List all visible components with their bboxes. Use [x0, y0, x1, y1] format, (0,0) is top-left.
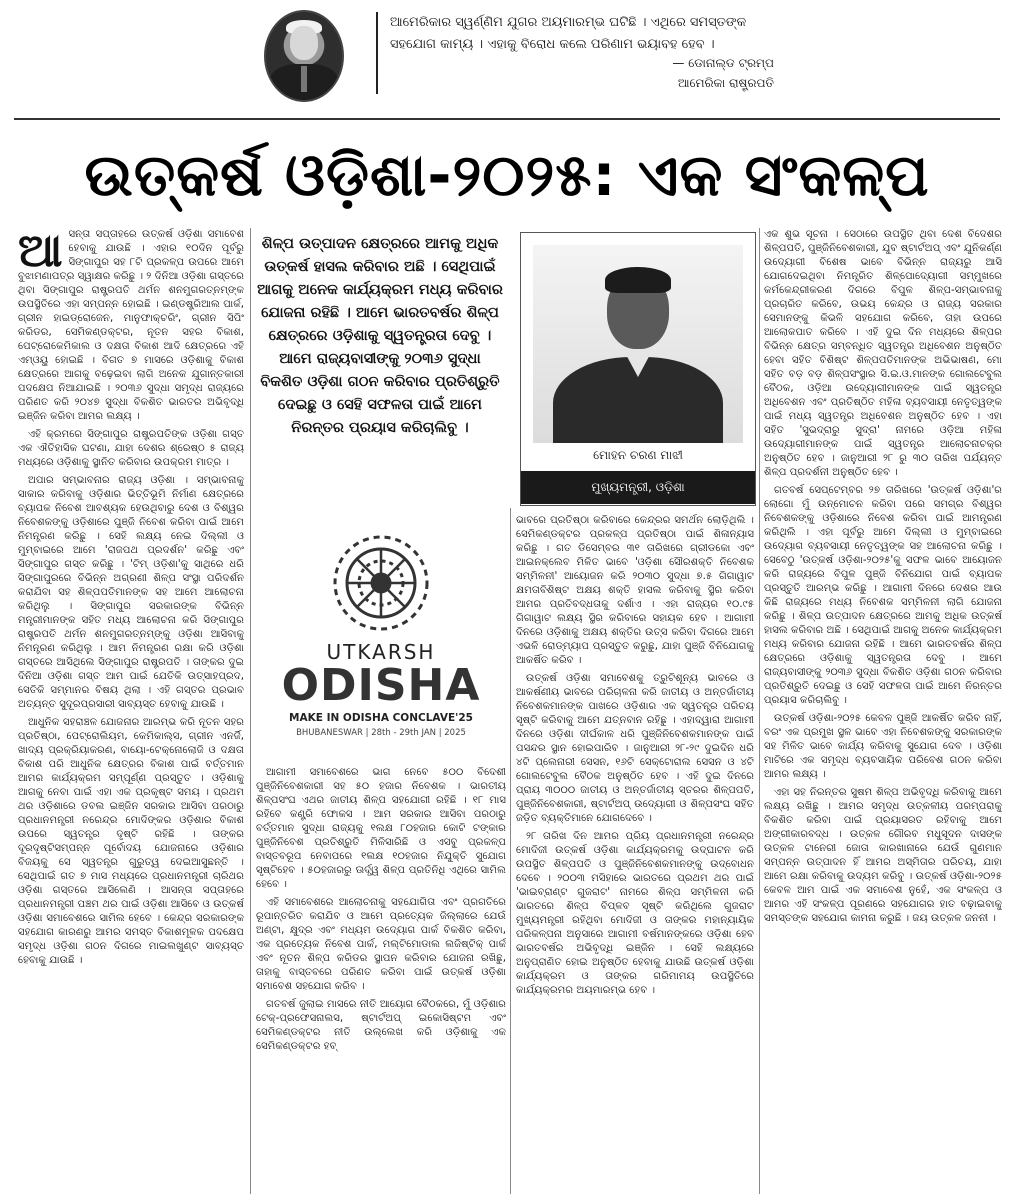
quote-text: ଆମେରିକାର ସ୍ୱର୍ଣ୍ଣିମ ଯୁଗର ଅୟମାରମ୍ଭ ଘଟିଛି । ଏଥିରେ ସମସ୍ତଙ୍କ ସହଯୋଗ କାମ୍ୟ । ଏହାକୁ ବିରୋଧ କଲେ ପରିଣାମ ଭୟାବହ ହେବ । — [390, 15, 747, 52]
chief-minister-photo — [520, 232, 756, 506]
article-headline: ଉତ୍କର୍ଷ ଓଡ଼ିଶା-୨୦୨୫: ଏକ ସଂକଳ୍ପ — [84, 141, 930, 209]
logo-conclave-text: MAKE IN ODISHA CONCLAVE'25 — [289, 712, 473, 724]
quote-box — [258, 4, 788, 104]
pull-quote: ଶିଳ୍ପ ଉତ୍ପାଦନ କ୍ଷେତ୍ରରେ ଆମକୁ ଅଧିକ ଉତ୍କର୍ଷ ହାସଲ କରିବାର ଅଛି । ସେଥିପାଇଁ ଆଗକୁ ଅନେକ କାର୍ଯ୍ୟକ୍ରମ ମଧ୍ୟ କରିବାର ଯୋଜନା ରହିଛି । ଆମେ ଭାରତବର୍ଷର ଶିଳ୍ପ କ୍ଷେତ୍ରରେ ଓଡ଼ିଶାକୁ ସ୍ୱତନ୍ତ୍ରତା ଦେବୁ । ଆମେ ରାଜ୍ୟବାସୀଙ୍କୁ ୨୦୩୬ ସୁଦ୍ଧା ବିକଶିତ ଓଡ଼ିଶା ଗଠନ କରିବାର ପ୍ରତିଶ୍ରୁତି ଦେଇଛୁ ଓ ସେହି ସଫଳତା ପାଇଁ ଆମେ ନିରନ୍ତର ପ୍ରୟାସ କରିଚାଲିବୁ । — [257, 235, 503, 436]
photo-caption-name: ମୋହନ ଚରଣ ମାଝୀ — [533, 443, 743, 467]
quote-divider — [376, 12, 378, 94]
paragraph: ଆଧୁନିକ ସହରାଞ୍ଚଳ ଯୋଜନାର ଆରମ୍ଭ କରି ନୂତନ ସହର ପ୍ରତିଷ୍ଠା, ପେଟ୍ରୋଲିୟମ, କେମିକାଲ୍ସ, ଗ୍ରୀନ ଏନର୍ଜି, ଖାଦ୍ୟ ପ୍ରକ୍ରିୟାକରଣ, ବାୟୋ-ଟେକ୍ନୋଲୋଜି ଓ ଦକ୍ଷତା ବିକାଶ ପରି ଆଧୁନିକ କ୍ଷେତ୍ରର ବିକାଶ ପାଇଁ ବର୍ତ୍ତମାନ ଆମର କାର୍ଯ୍ୟକ୍ରମ ସମ୍ପୂର୍ଣ୍ଣ ପ୍ରସ୍ତୁତ । ଓଡ଼ିଶାକୁ ଆଗକୁ ନେବା ପାଇଁ ଏହା ଏକ ପ୍ରକୃଷ୍ଟ ସମୟ । ପ୍ରଥମ ଥର ଓଡ଼ିଶାରେ ଡବଲ ଇଞ୍ଜିନ ସରକାର ଆସିବା ପରଠାରୁ ପ୍ରଧାନମନ୍ତ୍ରୀ ନରେନ୍ଦ୍ର ମୋଦିଙ୍କର ଓଡ଼ିଶାର ବିକାଶ ଉପରେ ସ୍ୱତନ୍ତ୍ର ଦୃଷ୍ଟି ରହିଛି । ତାଙ୍କର ଦୂରଦୃଷ୍ଟିସମ୍ପନ୍ନ ପୂର୍ବୋଦୟ ଯୋଜନାରେ ଓଡ଼ିଶାର ବିଜୟକୁ ସେ ସ୍ୱତନ୍ତ୍ର ଗୁରୁତ୍ୱ ଦେଇଆସୁଛନ୍ତି । ସେଥିପାଇଁ ଗତ ୭ ମାସ ମଧ୍ୟରେ ପ୍ରଧାନମନ୍ତ୍ରୀ ଚାରିଥର ଓଡ଼ିଶା ଗସ୍ତରେ ଆସିଲେଣି । ଆସନ୍ତା ସପ୍ତାହରେ ପ୍ରଧାନମନ୍ତ୍ରୀ ପଞ୍ଚମ ଥର ପାଇଁ ଓଡ଼ିଶା ଆସିବେ ଓ ଉତ୍କର୍ଷ ଓଡ଼ିଶା ସମାବେଶରେ ସାମିଲ ହେବେ । କେନ୍ଦ୍ର ସରକାରଙ୍କ ସହଯୋଗ କାରଣରୁ ଆମର ସମସ୍ତ ବିକାଶମୂଳକ ପଦକ୍ଷେପ ସମୃଦ୍ଧ ଓଡ଼ିଶା ଗଠନ ଦିଗରେ ମାଇଲଖୁଣ୍ଟ ସାବ୍ୟସ୍ତ ହେବାକୁ ଯାଉଛି । — [18, 717, 244, 966]
article-column-3 — [516, 514, 754, 1194]
logo-utkarsh-text: UTKARSH — [326, 640, 436, 664]
column-divider — [510, 508, 511, 1194]
paragraph: ଆସନ୍ତା ସପ୍ତାହରେ ଉତ୍କର୍ଷ ଓଡ଼ିଶା ସମାବେଶ ହେବାକୁ ଯାଉଛି । ଏହାର ୧୦ଦିନ ପୂର୍ବରୁ ସିଙ୍ଗାପୁର ସହ ୮ଟି ପ୍ରକଳ୍ପ ଉପରେ ଆମେ ବୁଝାମଣାପତ୍ର ସ୍ୱାକ୍ଷର କରିଛୁ । ୨ ଦିନିଆ ଓଡ଼ିଶା ଗସ୍ତରେ ଥିବା ସିଙ୍ଗାପୁର ରାଷ୍ଟ୍ରପତି ଥର୍ମନ ଶନମୁଗରତ୍ନମ୍‌ଙ୍କ ଉପସ୍ଥିତିରେ ଏହା ସମ୍ପନ୍ନ ହୋଇଛି । ଇଣ୍ଡଷ୍ଟ୍ରିଆଲ ପାର୍କ, ଗ୍ରୀନ ହାଇଡ୍ରୋଜେନ, ମାନୁଫାକ୍ଚରିଂ, ଗ୍ରୀନ ସିପିଂ କରିଡର, ସେମିକଣ୍ଡକ୍ଟର, ନୂତନ ସହର ବିକାଶ, ପେଟ୍ରୋକେମିକାଲ ଓ ଦକ୍ଷତା ବିକାଶ ଆଦି କ୍ଷେତ୍ରରେ ଏହି ଏମ୍‌ଓୟୁ ହୋଇଛି । ବିଗତ ୭ ମାସରେ ଓଡ଼ିଶାକୁ ବିକାଶ କ୍ଷେତ୍ରରେ ଆଗକୁ ବଢ଼େଇବା ଲାଗି ଅନେକ ଯୁଗାନ୍ତକାରୀ ପଦକ୍ଷେପ ନିଆଯାଇଛି । ୨୦୩୬ ସୁଦ୍ଧା ସମୃଦ୍ଧ ରାଜ୍ୟରେ ପରିଣତ କରି ୨୦୪୭ ସୁଦ୍ଧା ବିକଶିତ ଭାରତର ଅଭିବୃଦ୍ଧି ଇଞ୍ଜିନ କରିବା ଆମର ଲକ୍ଷ୍ୟ । — [18, 228, 244, 422]
quote-author-role: ଆମେରିକା ରାଷ୍ଟ୍ରପତି — [677, 76, 774, 90]
portrait-image — [533, 245, 743, 443]
logo-odisha-text: ODISHA — [281, 660, 481, 711]
column-divider — [759, 228, 760, 1194]
header-divider — [14, 118, 1000, 120]
paragraph: ଅପାର ସମ୍ଭାବନାର ରାଜ୍ୟ ଓଡ଼ିଶା । ସମ୍ଭାବନାକୁ ସାକାର କରିବାକୁ ଓଡ଼ିଶାର ଭିତ୍ତିଭୂମି ନିର୍ମାଣ କ୍ଷେତ୍ରରେ ବ୍ୟାପକ ନିବେଶ ଆବଶ୍ୟକ ହେଉଥିବାରୁ ଦେଶ ଓ ବିଶ୍ୱର ନିବେଶକଙ୍କୁ ଓଡ଼ିଶାରେ ପୁଞ୍ଜି ନିବେଶ କରିବା ପାଇଁ ଆମେ ନିମନ୍ତ୍ରଣ କରିଛୁ । ସେହି ଲକ୍ଷ୍ୟ ନେଇ ଦିଲ୍ଲୀ ଓ ମୁମ୍ବାଇରେ ଆମେ 'ରାଜପଥ ପ୍ରଦର୍ଶନ' କରିଛୁ ଏବଂ ସିଙ୍ଗାପୁର ଗସ୍ତ କରିଛୁ । 'ଟିମ୍ ଓଡ଼ିଶା'କୁ ସାଥିରେ ଧରି ସିଙ୍ଗାପୁରରେ ବିଭିନ୍ନ ଅଗ୍ରଣୀ ଶିଳ୍ପ ସଂସ୍ଥା ପରିଦର୍ଶନ କରାଯିବା ସହ ଶିଳ୍ପପତିମାନଙ୍କ ସହ ଆମେ ଆଲୋଚନା କରିଥିଲୁ । ସିଙ୍ଗାପୁର ସରକାରଙ୍କ ବିଭିନ୍ନ ମନ୍ତ୍ରୀମାନଙ୍କ ସହିତ ମଧ୍ୟ ଆଲୋଚନା କରି ସିଙ୍ଗାପୁର ରାଷ୍ଟ୍ରପତି ଥର୍ମନ ଶନମୁଗରତ୍ନମ୍‌ଙ୍କୁ ଓଡ଼ିଶା ଆସିବାକୁ ନିମନ୍ତ୍ରଣ କରିଥିଲୁ । ଆମ ନିମନ୍ତ୍ରଣ ରକ୍ଷା କରି ଓଡ଼ିଶା ଗସ୍ତରେ ଆସିଥିଲେ ସିଙ୍ଗାପୁର ରାଷ୍ଟ୍ରପତି । ତାଙ୍କର ଦୁଇ ଦିନିଆ ଓଡ଼ିଶା ଗସ୍ତ ଆମ ପାଇଁ ଯେତିକି ଉତ୍ସାହପ୍ରଦ, ସେତିକି ସମ୍ମାନର ବିଷୟ ଥିଲା । ଏହି ଗସ୍ତର ପ୍ରଭାବ ଅତ୍ୟନ୍ତ ସୁଦୂରପ୍ରସାରୀ ସାବ୍ୟସ୍ତ ହେବାକୁ ଯାଉଛି । — [18, 475, 244, 710]
article-column-4 — [764, 228, 1002, 1194]
quote-portrait — [264, 10, 344, 102]
paragraph: ଗତବର୍ଷ ସେପ୍ଟେମ୍ବର ୨୭ ତାରିଖରେ 'ଉତ୍କର୍ଷ ଓଡ଼ିଶା'ର ଲୋଗୋ ମୁଁ ଉନ୍ମୋଚନ କରିବା ପରେ ସମଗ୍ର ବିଶ୍ୱର ନିବେଶକଙ୍କୁ ଓଡ଼ିଶାରେ ନିବେଶ କରିବା ପାଇଁ ଆମନ୍ତ୍ରଣ କରିଥିଲି । ଏହା ପୂର୍ବରୁ ଆମେ ଦିଲ୍ଲୀ ଓ ମୁମ୍ବାଇରେ ଉଦ୍ୟୋଗ ବ୍ୟବସାୟୀ ନେତୃତ୍ୱଙ୍କ ସହ ଆଲୋଚନା କରିଛୁ । ସେବେଠୁ 'ଉତ୍କର୍ଷ ଓଡ଼ିଶା-୨୦୨୫'କୁ ସଫଳ ଭାବେ ଆୟୋଜନ କରି ରାଜ୍ୟରେ ବିପୁଳ ପୁଞ୍ଜି ବିନିଯୋଗ ପାଇଁ ବ୍ୟାପକ ପ୍ରସ୍ତୁତି ଆରମ୍ଭ କରିଛୁ । ଆଗାମୀ ଦିନରେ ଦେଶର ଆଉ କିଛି ରାଜ୍ୟରେ ମଧ୍ୟ ନିବେଶକ ସମ୍ମିଳନୀ ଲାଗି ଯୋଜନା କରିଛୁ । ଶିଳ୍ପ ଉତ୍ପାଦନ କ୍ଷେତ୍ରରେ ଆମକୁ ଅଧିକ ଉତ୍କର୍ଷ ହାସଲ କରିବାର ଅଛି । ସେଥିପାଇଁ ଆଗକୁ ଅନେକ କାର୍ଯ୍ୟକ୍ରମ ମଧ୍ୟ କରିବାର ଯୋଜନା ରହିଛି । ଆମେ ଭାରତବର୍ଷର ଶିଳ୍ପ କ୍ଷେତ୍ରରେ ଓଡ଼ିଶାକୁ ସ୍ୱତନ୍ତ୍ରତା ଦେବୁ । ଆମେ ରାଜ୍ୟବାସୀଙ୍କୁ ୨୦୩୬ ସୁଦ୍ଧା ବିକଶିତ ଓଡ଼ିଶା ଗଠନ କରିବାର ପ୍ରତିଶ୍ରୁତି ଦେଇଛୁ ଓ ସେହି ସଫଳତା ପାଇଁ ଆମେ ନିରନ୍ତର ପ୍ରୟାସ କରିଚାଲିବୁ । — [764, 485, 1002, 706]
paragraph: ଭାବରେ ପ୍ରତିଷ୍ଠା କରିବାରେ କେନ୍ଦ୍ରର ସମର୍ଥନ ଲୋଡ଼ିଥିଲି । ସେମିକଣ୍ଡକ୍ଟର ପ୍ରକଳ୍ପ ପ୍ରତିଷ୍ଠା ପାଇଁ ଶିଳାନ୍ୟାସ କରିଛୁ । ଗତ ଡିସେମ୍ବର ୩୧ ତାରିଖରେ ଗ୍ରୀଡକୋ ଏବଂ ଆଇନକ୍ଲେବ ମିଳିତ ଭାବେ 'ଓଡ଼ିଶା ସୌରଶକ୍ତି ନିବେଶକ ସମ୍ମିଳନୀ' ଆୟୋଜନ କରି ୨୦୩୦ ସୁଦ୍ଧା ୭.୫ ଗିଗାୱାଟ କ୍ଷମତାବିଶିଷ୍ଟ ଅକ୍ଷୟ ଶକ୍ତି ହାସଲ କରିବାକୁ ସ୍ଥିର କରିବା ଆମର ପ୍ରତିବଦ୍ଧତାକୁ ଦର୍ଶାଏ । ଏହା ରାଜ୍ୟର ୧୦.୯୫ ଗିଗାୱାଟ ଲକ୍ଷ୍ୟ ସ୍ଥିର କରିବାରେ ସହାୟକ ହେବ । ଆଗାମୀ ଦିନରେ ଓଡ଼ିଶାକୁ ଅକ୍ଷୟ ଶକ୍ତିର ଉତ୍ସ କରିବା ଦିଗରେ ଆମେ ଏଭଳି ରୋଡ୍‌ମ୍ୟାପ ପ୍ରସ୍ତୁତ କରୁଛୁ, ଯାହା ପୁଞ୍ଜି ବିନିଯୋଗକୁ ଆକର୍ଷିତ କରିବ । — [516, 515, 754, 666]
article-column-1 — [18, 228, 244, 1194]
paragraph: ଏକ ଶୁଭ ସୂଚନା । ସେଠାରେ ଉପସ୍ଥିତ ଥିବା ଦେଶ ବିଦେଶର ଶିଳ୍ପପତି, ପୁଞ୍ଜିନିବେଶକାରୀ, ଯୁବ ଷ୍ଟାର୍ଟଅପ୍ ଏବଂ ଯୁନିକର୍ଣ୍ଣ ଉଦ୍ୟୋଗୀ ବିଶେଷ ଭାବେ ବିଭିନ୍ନ ରାଜ୍ୟରୁ ଆସି ଯୋଗଦେଇଥିବା ନିମନ୍ତ୍ରିତ ଶିଳ୍ପୋଦ୍ୟୋଗୀ ସମ୍ମୁଖରେ କର୍ମକେନ୍ଦ୍ରୀକରଣ ଦିଗରେ ବିପୁଳ ଶିଳ୍ପ-ସମ୍ଭାବନାକୁ ପ୍ରଚାରିତ କରିବେ, ଉଭୟ କେନ୍ଦ୍ର ଓ ରାଜ୍ୟ ସରକାର ସେମାନଙ୍କୁ କିଭଳି ସହଯୋଗ କରିବେ, ତାହା ଉପରେ ଆଲୋକପାତ କରିବେ । ଏହି ଦୁଇ ଦିନ ମଧ୍ୟରେ ଶିଳ୍ପର ବିଭିନ୍ନ କ୍ଷେତ୍ର ସମ୍ବନ୍ଧିତ ସ୍ୱତନ୍ତ୍ର ଅଧିବେଶନ ଅନୁଷ୍ଠିତ ହେବା ସହିତ ବିଶିଷ୍ଟ ଶିଳ୍ପପତିମାନଙ୍କ ଅଭିଭାଷଣ, ମୋ ସହିତ ବଡ଼ ବଡ଼ ଶିଳ୍ପସଂସ୍ଥାର ସି.ଇ.ଓ.ମାନଙ୍କ ଗୋଲଟେବୁଲ ବୈଠକ, ଓଡ଼ିଆ ଉଦ୍ୟୋଗୀମାନଙ୍କ ପାଇଁ ସ୍ୱତନ୍ତ୍ର ଅଧିବେଶନ ଏବଂ ପ୍ରତିଷ୍ଠିତ ମହିଳା ବ୍ୟବସାୟୀ ନେତୃତ୍ୱଙ୍କ ପାଇଁ ମଧ୍ୟ ସ୍ୱତନ୍ତ୍ର ଅଧିବେଶନ ଅନୁଷ୍ଠିତ ହେବ । ଏହା ସହିତ 'ସୁଭଦ୍ରାରୁ ସୁଦ୍ରା' ନାମରେ ଓଡ଼ିଆ ମହିଳା ଉଦ୍ୟୋଗୀମାନଙ୍କ ପାଇଁ ସ୍ୱତନ୍ତ୍ର ଆଲୋଚନାଚକ୍ର ଅନୁଷ୍ଠିତ ହେବ । ଜାନୁଆରୀ ୨୮ ରୁ ୩୦ ତାରିଖ ପର୍ଯ୍ୟନ୍ତ ଶିଳ୍ପ ପ୍ରଦର୍ଶନୀ ଅନୁଷ୍ଠିତ ହେବ । — [764, 229, 1002, 478]
paragraph: ଉତ୍କର୍ଷ ଓଡ଼ିଶା-୨୦୨୫ କେବଳ ପୁଞ୍ଜି ଆକର୍ଷିତ କରିବ ନାହିଁ, ବରଂ ଏକ ପ୍ରମୁଖ ସ୍ଥଳ ଭାବେ ଏହା ନିବେଶକଙ୍କୁ ସରକାରଙ୍କ ସହ ମିଳିତ ଭାବେ କାର୍ଯ୍ୟ କରିବାକୁ ସୁଯୋଗ ଦେବ । ଓଡ଼ିଶା ମାଟିରେ ଏକ ସମୃଦ୍ଧ ବ୍ୟବସାୟିକ ପରିବେଶ ଗଠନ କରିବା ଆମର ଲକ୍ଷ୍ୟ । — [764, 713, 1002, 780]
logo-date-text: BHUBANESWAR | 28th - 29th JAN | 2025 — [296, 728, 466, 738]
utkarsh-odisha-logo — [256, 528, 506, 746]
paragraph: ଏହା ସହ ନିରନ୍ତର ସୁଷମ ଶିଳ୍ପ ଅଭିବୃଦ୍ଧି କରିବାକୁ ଆମେ ଲକ୍ଷ୍ୟ ରଖିଛୁ । ଆମର ସମୃଦ୍ଧ ଉତ୍କଳୀୟ ପରମ୍ପରାକୁ ବିକଶିତ କରିବା ପାଇଁ ପ୍ରୟାସରତ ରହିବାକୁ ଆମେ ଅଙ୍ଗୀକାରବଦ୍ଧ । ଉତ୍କଳ ଗୌରବ ମଧୁସୂଦନ ଦାସଙ୍କ ଉତ୍କଳ ଟାନେରୀ ଜୋତା କାରଖାନାରେ ଯେଉଁ ଗୁଣମାନ ସମ୍ପନ୍ନ ଉତ୍ପାଦନ ହିଁ ଆମର ଅସ୍ମିତାର ପରିଚୟ, ଯାହା ଆମେ ରକ୍ଷା କରିବାକୁ ଉଦ୍ୟମ କରିବୁ । ଉତ୍କର୍ଷ ଓଡ଼ିଶା-୨୦୨୫ କେବଳ ଆମ ପାଇଁ ଏକ ସମାବେଶ ନୁହେଁ, ଏକ ସଂକଳ୍ପ ଓ ଆମର ଏହି ସଂକଳ୍ପ ପୂରଣରେ ସହଯୋଗର ହାତ ବଢ଼ାଇବାକୁ ସମସ୍ତଙ୍କ ସହଯୋଗ କାମନା କରୁଛି । ଜୟ ଉତ୍କଳ ଜନନୀ । — [764, 787, 1002, 924]
drop-cap: ଆ — [18, 228, 63, 277]
paragraph: ଗତବର୍ଷ ଜୁଲାଇ ମାସରେ ନୀତି ଆୟୋଗ ବୈଠକରେ, ମୁଁ ଓଡ଼ିଶାର ଟେକ୍-ପ୍ରଫେସନାଲସ, ଷ୍ଟାର୍ଟଅପ୍ ଇକୋସିଷ୍ଟମ ଏବଂ ସେମିକଣ୍ଡକ୍ଟର ନୀତି ଉଲ୍ଲେଖ କରି ଓଡ଼ିଶାକୁ ଏକ ସେମିକଣ୍ଡକ୍ଟର ହବ୍ — [256, 999, 506, 1052]
photo-caption-role: ମୁଖ୍ୟମନ୍ତ୍ରୀ, ଓଡ଼ିଶା — [521, 471, 755, 504]
paragraph: ଏହି ସମାବେଶରେ ଆଲୋଚନାକୁ ସହଯୋଗିତା ଏବଂ ପ୍ରଗତିରେ ରୂପାନ୍ତରିତ କରାଯିବ ଓ ଆମେ ପ୍ରତ୍ୟେକ ଜିଲ୍ଲାରେ ଯେଉଁ ଅଣ୍ଟା, କ୍ଷୁଦ୍ର ଏବଂ ମଧ୍ୟମ ଉଦ୍ୟୋଗ ପାର୍କ ବିକଶିତ କରିବା, ଏକ ପ୍ରତ୍ୟେକ ନିବେଶ ପାର୍କ, ମଲ୍ଟିମୋଡାଲ ଲଜିଷ୍ଟିକ୍ ପାର୍କ ଏବଂ ନୂତନ ଶିଳ୍ପ କରିଡର ସ୍ଥାପନ କରିବାର ଯୋଜନା ରଖିଛୁ, ତାହାକୁ ବାସ୍ତବରେ ପରିଣତ କରିବା ପାଇଁ ଉତ୍କର୍ଷ ଓଡ଼ିଶା ସମାବେଶ ସହଯୋଗ କରିବ । — [256, 897, 506, 992]
paragraph: ଆଗାମୀ ସମାବେଶରେ ଭାଗ ନେବେ ୫୦୦ ବିଦେଶୀ ପୁଞ୍ଜିନିବେଶକାରୀ ସହ ୫୦ ହଜାର ନିବେଶକ । ଭାରତୀୟ ଶିଳ୍ପସଂଘ ଏଥର ଜାତୀୟ ଶିଳ୍ପ ସହଯୋଗୀ ରହିଛି । ୧୮ ମାସ ରହିବେ କଣ୍ଟ୍ରି ଫୋକସ । ଆମ ସରକାର ଆସିବା ପରଠାରୁ ବର୍ତ୍ତମାନ ସୁଦ୍ଧା ରାଜ୍ୟକୁ ୧ଲକ୍ଷ ୮୦ହଜାର କୋଟି ଟଙ୍କାର ପୁଞ୍ଜିନିବେଶ ପ୍ରତିଶ୍ରୁତି ମିଳିସାରିଛି ଓ ଏସବୁ ପ୍ରକଳ୍ପ ବାସ୍ତବରୂପ ନେବାପରେ ୧ଲକ୍ଷ ୧୦ହଜାର ନିଯୁକ୍ତି ସୁଯୋଗ ସୃଷ୍ଟିହେବ । ୫୦ହଜାରରୁ ଊର୍ଦ୍ଧ୍ୱ ଶିଳ୍ପ ପ୍ରତିନିଧି ଏଥିରେ ସାମିଲ ହେବେ । — [256, 767, 506, 890]
konark-wheel-icon — [326, 528, 436, 638]
paragraph: ୨୮ ତାରିଖ ଦିନ ଆମର ପ୍ରିୟ ପ୍ରଧାନମନ୍ତ୍ରୀ ନରେନ୍ଦ୍ର ମୋଦିଜୀ ଉତ୍କର୍ଷ ଓଡ଼ିଶା କାର୍ଯ୍ୟକ୍ରମକୁ ଉଦ୍‌ଘାଟନ କରି ଉପସ୍ଥିତ ଶିଳ୍ପପତି ଓ ପୁଞ୍ଜିନିବେଶକମାନଙ୍କୁ ଉଦ୍‌ବୋଧନ ଦେବେ । ୨୦୦୩ ମସିହାରେ ଭାରତରେ ପ୍ରଥମ ଥର ପାଇଁ 'ଭାଇବ୍ରାଣ୍ଟ ଗୁଜରାଟ' ନାମରେ ଶିଳ୍ପ ସମ୍ମିଳନୀ କରି ଭାରତରେ ଶିଳ୍ପ ବିପ୍ଳବ ସୃଷ୍ଟି କରିଥିଲେ ଗୁଜରାଟ ମୁଖ୍ୟମନ୍ତ୍ରୀ ରହିଥିବା ମୋଦିଜୀ ଓ ତାଙ୍କର ମହାନ୍ୟାୟିକ ପରିକଳ୍ପନା ଅନୁସାରେ ଆଗାମୀ ବର୍ଷମାନଙ୍କରେ ଓଡ଼ିଶା ହେବ ଭାରତବର୍ଷର ଅଭିବୃଦ୍ଧି ଇଞ୍ଜିନ । ସେହି ଲକ୍ଷ୍ୟରେ ଅନୁପ୍ରାଣିତ ହୋଇ ଅନୁଷ୍ଠିତ ହେବାକୁ ଯାଉଛି ଉତ୍କର୍ଷ ଓଡ଼ିଶା କାର୍ଯ୍ୟକ୍ରମ ଓ ତାଙ୍କର ଗରିମାମୟ ଉପସ୍ଥିତିରେ କାର୍ଯ୍ୟକ୍ରମର ଅୟମାରମ୍ଭ ହେବ । — [516, 831, 754, 996]
paragraph: ଉତ୍କର୍ଷ ଓଡ଼ିଶା ସମାବେଶକୁ ତ୍ରୁଟିଶୂନ୍ୟ ଭାବରେ ଓ ଆକର୍ଷଣୀୟ ଭାବରେ ପରିଚାଳନା କରି ଜାତୀୟ ଓ ଅନ୍ତର୍ଜାତୀୟ ନିବେଶକମାନଙ୍କ ପାଖରେ ଓଡ଼ିଶାର ଏକ ସ୍ୱତନ୍ତ୍ର ପରିଚୟ ସୃଷ୍ଟି କରିବାକୁ ଆମେ ଯତ୍ନବାନ ରହିଛୁ । ଏହାଦ୍ୱାରା ଆଗାମୀ ଦିନରେ ଓଡ଼ିଶା ଦୀର୍ଘକାଳ ଧରି ପୁଞ୍ଜିନିବେଶକମାନଙ୍କ ପାଇଁ ପସନ୍ଦର ସ୍ଥାନ ହୋଇପାରିବ । ଜାନୁଆରୀ ୨୮-୨୯ ଦୁଇଦିନ ଧରି ୪ଟି ପ୍ଲେନାରୀ ସେସନ, ୧୬ଟି ସେକ୍ଟୋରାଲ ସେସନ ଓ ୪ଟି ଗୋଲଟେବୁଲ ବୈଠକ ଅନୁଷ୍ଠିତ ହେବ । ଏହି ଦୁଇ ଦିନରେ ପ୍ରାୟ ୩୦୦୦ ଜାତୀୟ ଓ ଅନ୍ତର୍ଜାତୀୟ ସ୍ତରର ଶିଳ୍ପପତି, ପୁଞ୍ଜିନିବେଶକାରୀ, ଷ୍ଟାର୍ଟଅପ୍ ଉଦ୍ୟୋଗୀ ଓ ଶିଳ୍ପସଂଘ ସହିତ ଜଡ଼ିତ ବ୍ୟକ୍ତିମାନେ ଯୋଗଦେବେ । — [516, 673, 754, 824]
column-divider — [250, 228, 251, 1194]
quote-author: — ଡୋନାଲ୍ଡ ଟ୍ରମ୍ପ — [672, 56, 774, 70]
paragraph: ଏହି କ୍ରମରେ ସିଙ୍ଗାପୁର ରାଷ୍ଟ୍ରପତିଙ୍କ ଓଡ଼ିଶା ଗସ୍ତ ଏକ ଐତିହାସିକ ଘଟଣା, ଯାହା ଦେଶର ଶ୍ରେଷ୍ଠ ୫ ରାଜ୍ୟ ମଧ୍ୟରେ ଓଡ଼ିଶାକୁ ସ୍ଥାନିତ କରିବାର ଉପକ୍ରମ ମାତ୍ର । — [18, 429, 244, 468]
article-column-2 — [256, 766, 506, 1194]
